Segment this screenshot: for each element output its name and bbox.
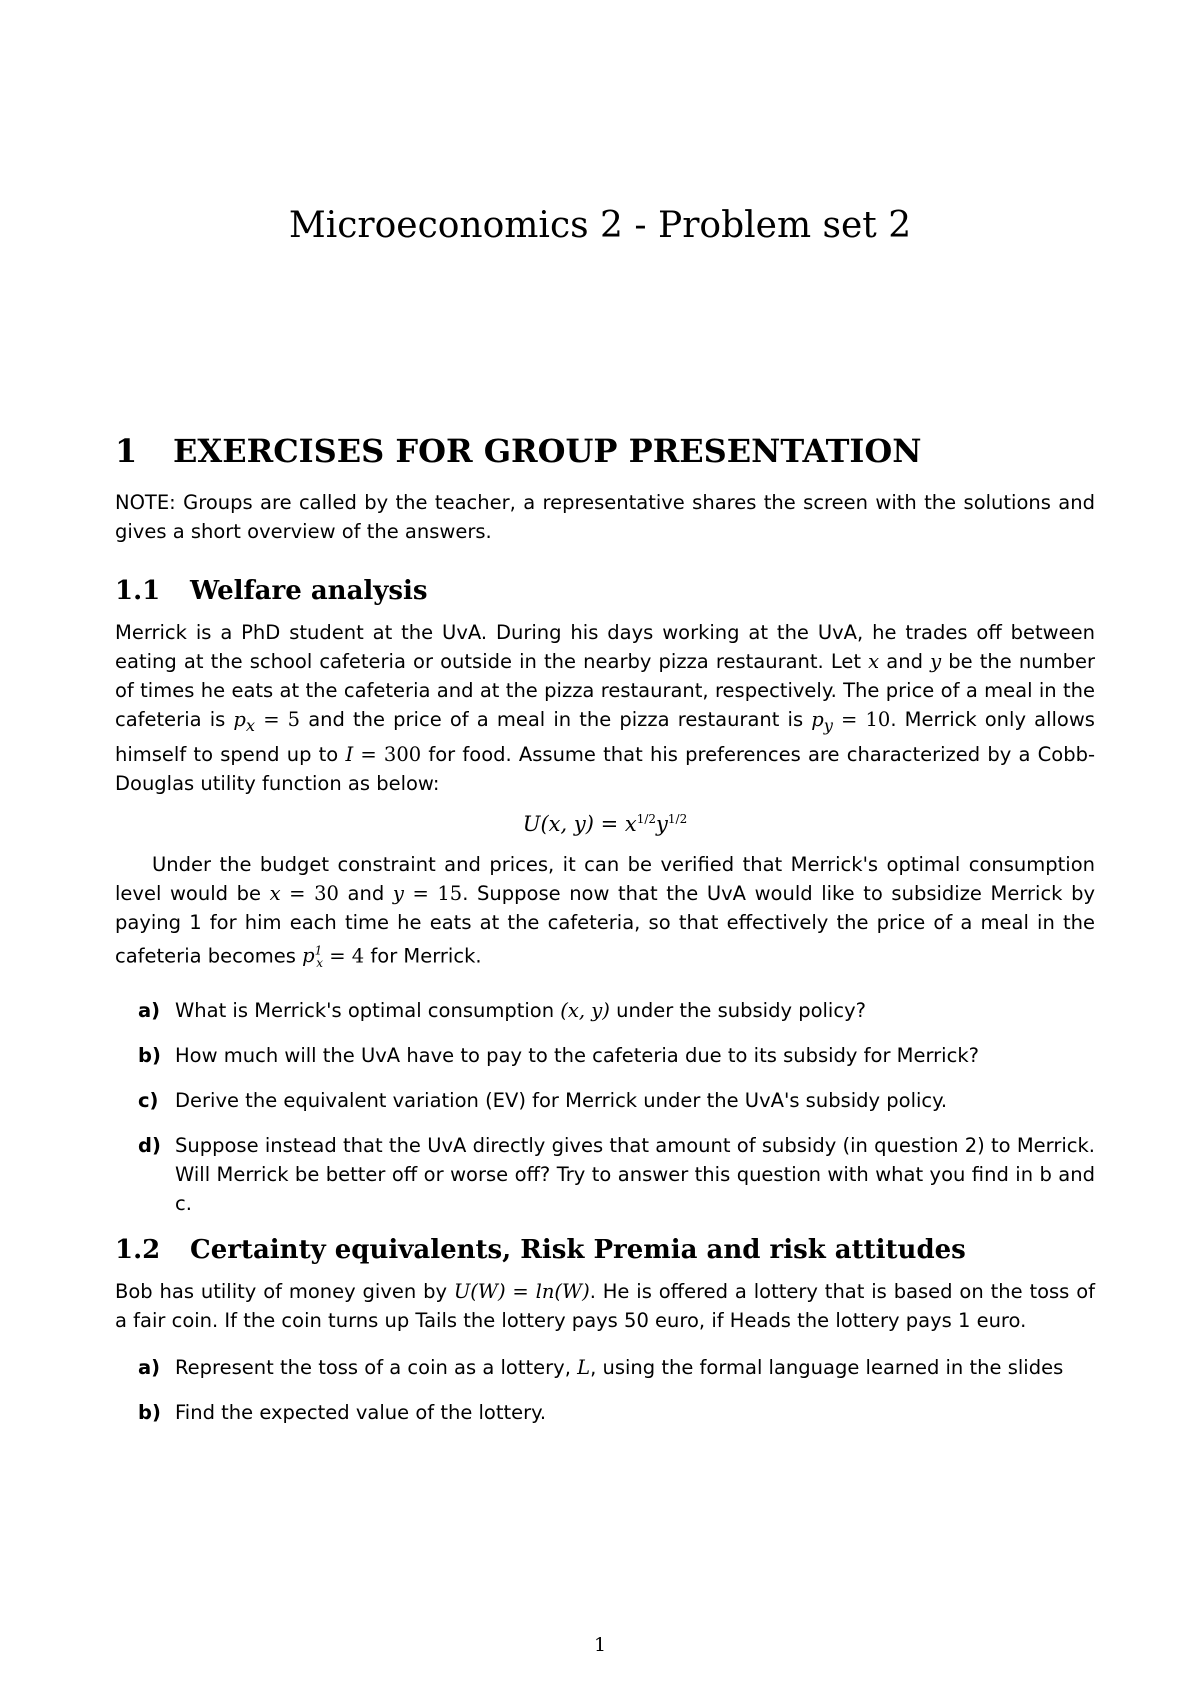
math-py xyxy=(811,708,833,735)
question-label: c) xyxy=(138,1089,159,1113)
math-superscript: 1 xyxy=(314,943,323,958)
section-1-2-paragraph-1 xyxy=(115,1277,1095,1335)
section-1-heading xyxy=(115,432,1095,470)
section-1-1-paragraph-1 xyxy=(115,618,1095,798)
question-label: b) xyxy=(138,1401,161,1424)
math-symbol: p xyxy=(811,708,824,731)
text-run: . He is offered a lottery that is based on the toss of a fair coin. If the coin turns up Tails the lottery pays 50 euro, if Heads the lottery pays 1 euro. xyxy=(115,1280,1096,1332)
question-item xyxy=(115,1131,1095,1218)
section-1-2-heading xyxy=(115,1235,1095,1265)
text-run: Bob has utility of money given by xyxy=(115,1280,454,1303)
section-1-1-title: Welfare analysis xyxy=(190,576,428,606)
equation-part: U(x, y) = x xyxy=(522,811,637,836)
question-text: How much will the UvA have to pay to the cafeteria due to its subsidy for Merrick? xyxy=(175,1044,979,1068)
text-run: and the price of a meal in the pizza restaurant is xyxy=(300,708,812,731)
section-1-2 xyxy=(115,1235,1095,1427)
question-math: (x, y) xyxy=(560,999,610,1023)
math-symbol: p xyxy=(302,944,315,968)
math-value: = 30 xyxy=(280,881,339,905)
section-1-number: 1 xyxy=(115,432,138,470)
question-item xyxy=(115,1398,1095,1427)
utility-equation xyxy=(115,812,1095,836)
section-1-title: EXERCISES FOR GROUP PRESENTATION xyxy=(173,432,922,470)
section-1-2-title: Certainty equivalents, Risk Premia and risk attitudes xyxy=(190,1235,966,1265)
question-text: under the subsidy policy? xyxy=(609,999,866,1023)
math-subscript: x xyxy=(316,956,324,971)
math-y: y xyxy=(930,650,942,673)
question-label: a) xyxy=(138,1356,161,1379)
question-math: L xyxy=(577,1356,591,1379)
equation-exponent: 1/2 xyxy=(636,811,657,826)
question-text: , using the formal language learned in the slides xyxy=(590,1356,1064,1379)
math-px1 xyxy=(302,943,324,971)
text-run: and xyxy=(879,650,931,673)
math-income: I xyxy=(345,742,354,766)
math-value: = 10 xyxy=(832,708,891,731)
question-item xyxy=(115,996,1095,1025)
section-1-1 xyxy=(115,576,1095,1218)
math-value: = 5 xyxy=(255,708,301,731)
math-y: y xyxy=(392,881,404,905)
text-run: . Merrick only allows himself to spend up to xyxy=(115,708,1095,766)
question-text: Represent the toss of a coin as a lottery, xyxy=(175,1356,578,1379)
math-subscript: y xyxy=(823,715,833,735)
question-text: Find the expected value of the lottery. xyxy=(175,1401,547,1424)
section-1-1-heading xyxy=(115,576,1095,606)
math-x: x xyxy=(269,881,281,905)
math-value: = 300 xyxy=(353,742,422,766)
question-item xyxy=(115,1086,1095,1115)
question-label: b) xyxy=(138,1044,161,1068)
question-text: What is Merrick's optimal consumption xyxy=(175,999,561,1023)
question-text: Derive the equivalent variation (EV) for Merrick under the UvA's subsidy policy. xyxy=(175,1089,948,1113)
section-1-1-number: 1.1 xyxy=(115,576,161,606)
math-px xyxy=(233,708,256,735)
equation-exponent: 1/2 xyxy=(667,811,688,826)
text-run: Merrick is a PhD student at the UvA. During his days working at the UvA, he trades off between eating at the school cafeteria or outside in the nearby pizza restaurant. Let xyxy=(115,621,1095,673)
section-1 xyxy=(115,432,1095,546)
section-1-note: NOTE: Groups are called by the teacher, a representative shares the screen with the solutions and gives a short overview of the answers. xyxy=(115,491,1095,543)
text-run: for Merrick. xyxy=(364,944,482,968)
equation-part: y xyxy=(656,811,668,836)
section-1-1-paragraph-2 xyxy=(115,850,1095,978)
math-value: = 4 xyxy=(323,944,365,968)
math-subscript: x xyxy=(245,715,256,735)
question-item xyxy=(115,1353,1095,1382)
question-label: a) xyxy=(138,999,161,1023)
math-symbol: p xyxy=(233,708,246,731)
math-value: = 15 xyxy=(403,881,463,905)
section-1-1-questions xyxy=(115,996,1095,1218)
question-text: Suppose instead that the UvA directly gives that amount of subsidy (in question 2) to Merrick. Will Merrick be better off or worse off? Try to answer this question with what you find in b and c. xyxy=(175,1134,1095,1216)
section-1-2-number: 1.2 xyxy=(115,1235,161,1265)
text-run: Under the budget constraint and prices, it can be verified that Merrick's optimal consumption level would be xyxy=(115,852,1095,905)
math-x: x xyxy=(868,650,880,673)
question-item xyxy=(115,1041,1095,1070)
text-run: for food. Assume that his preferences are characterized by a Cobb-Douglas utility function as below: xyxy=(115,742,1095,795)
page-number: 1 xyxy=(593,1634,607,1656)
document-title: Microeconomics 2 - Problem set 2 xyxy=(288,205,912,246)
text-run: be the number of times he eats at the cafeteria and at the pizza restaurant, respectively. The price of a meal in the cafeteria is xyxy=(115,650,1095,731)
math-utility: U(W) = ln(W) xyxy=(453,1280,590,1303)
text-run: . Suppose now that the UvA would like to subsidize Merrick by paying 1 for him each time he eats at the cafeteria, so that effectively the price of a meal in the cafeteria becomes xyxy=(115,881,1095,968)
question-label: d) xyxy=(138,1134,161,1158)
text-run: and xyxy=(338,881,393,905)
section-1-2-questions xyxy=(115,1353,1095,1427)
